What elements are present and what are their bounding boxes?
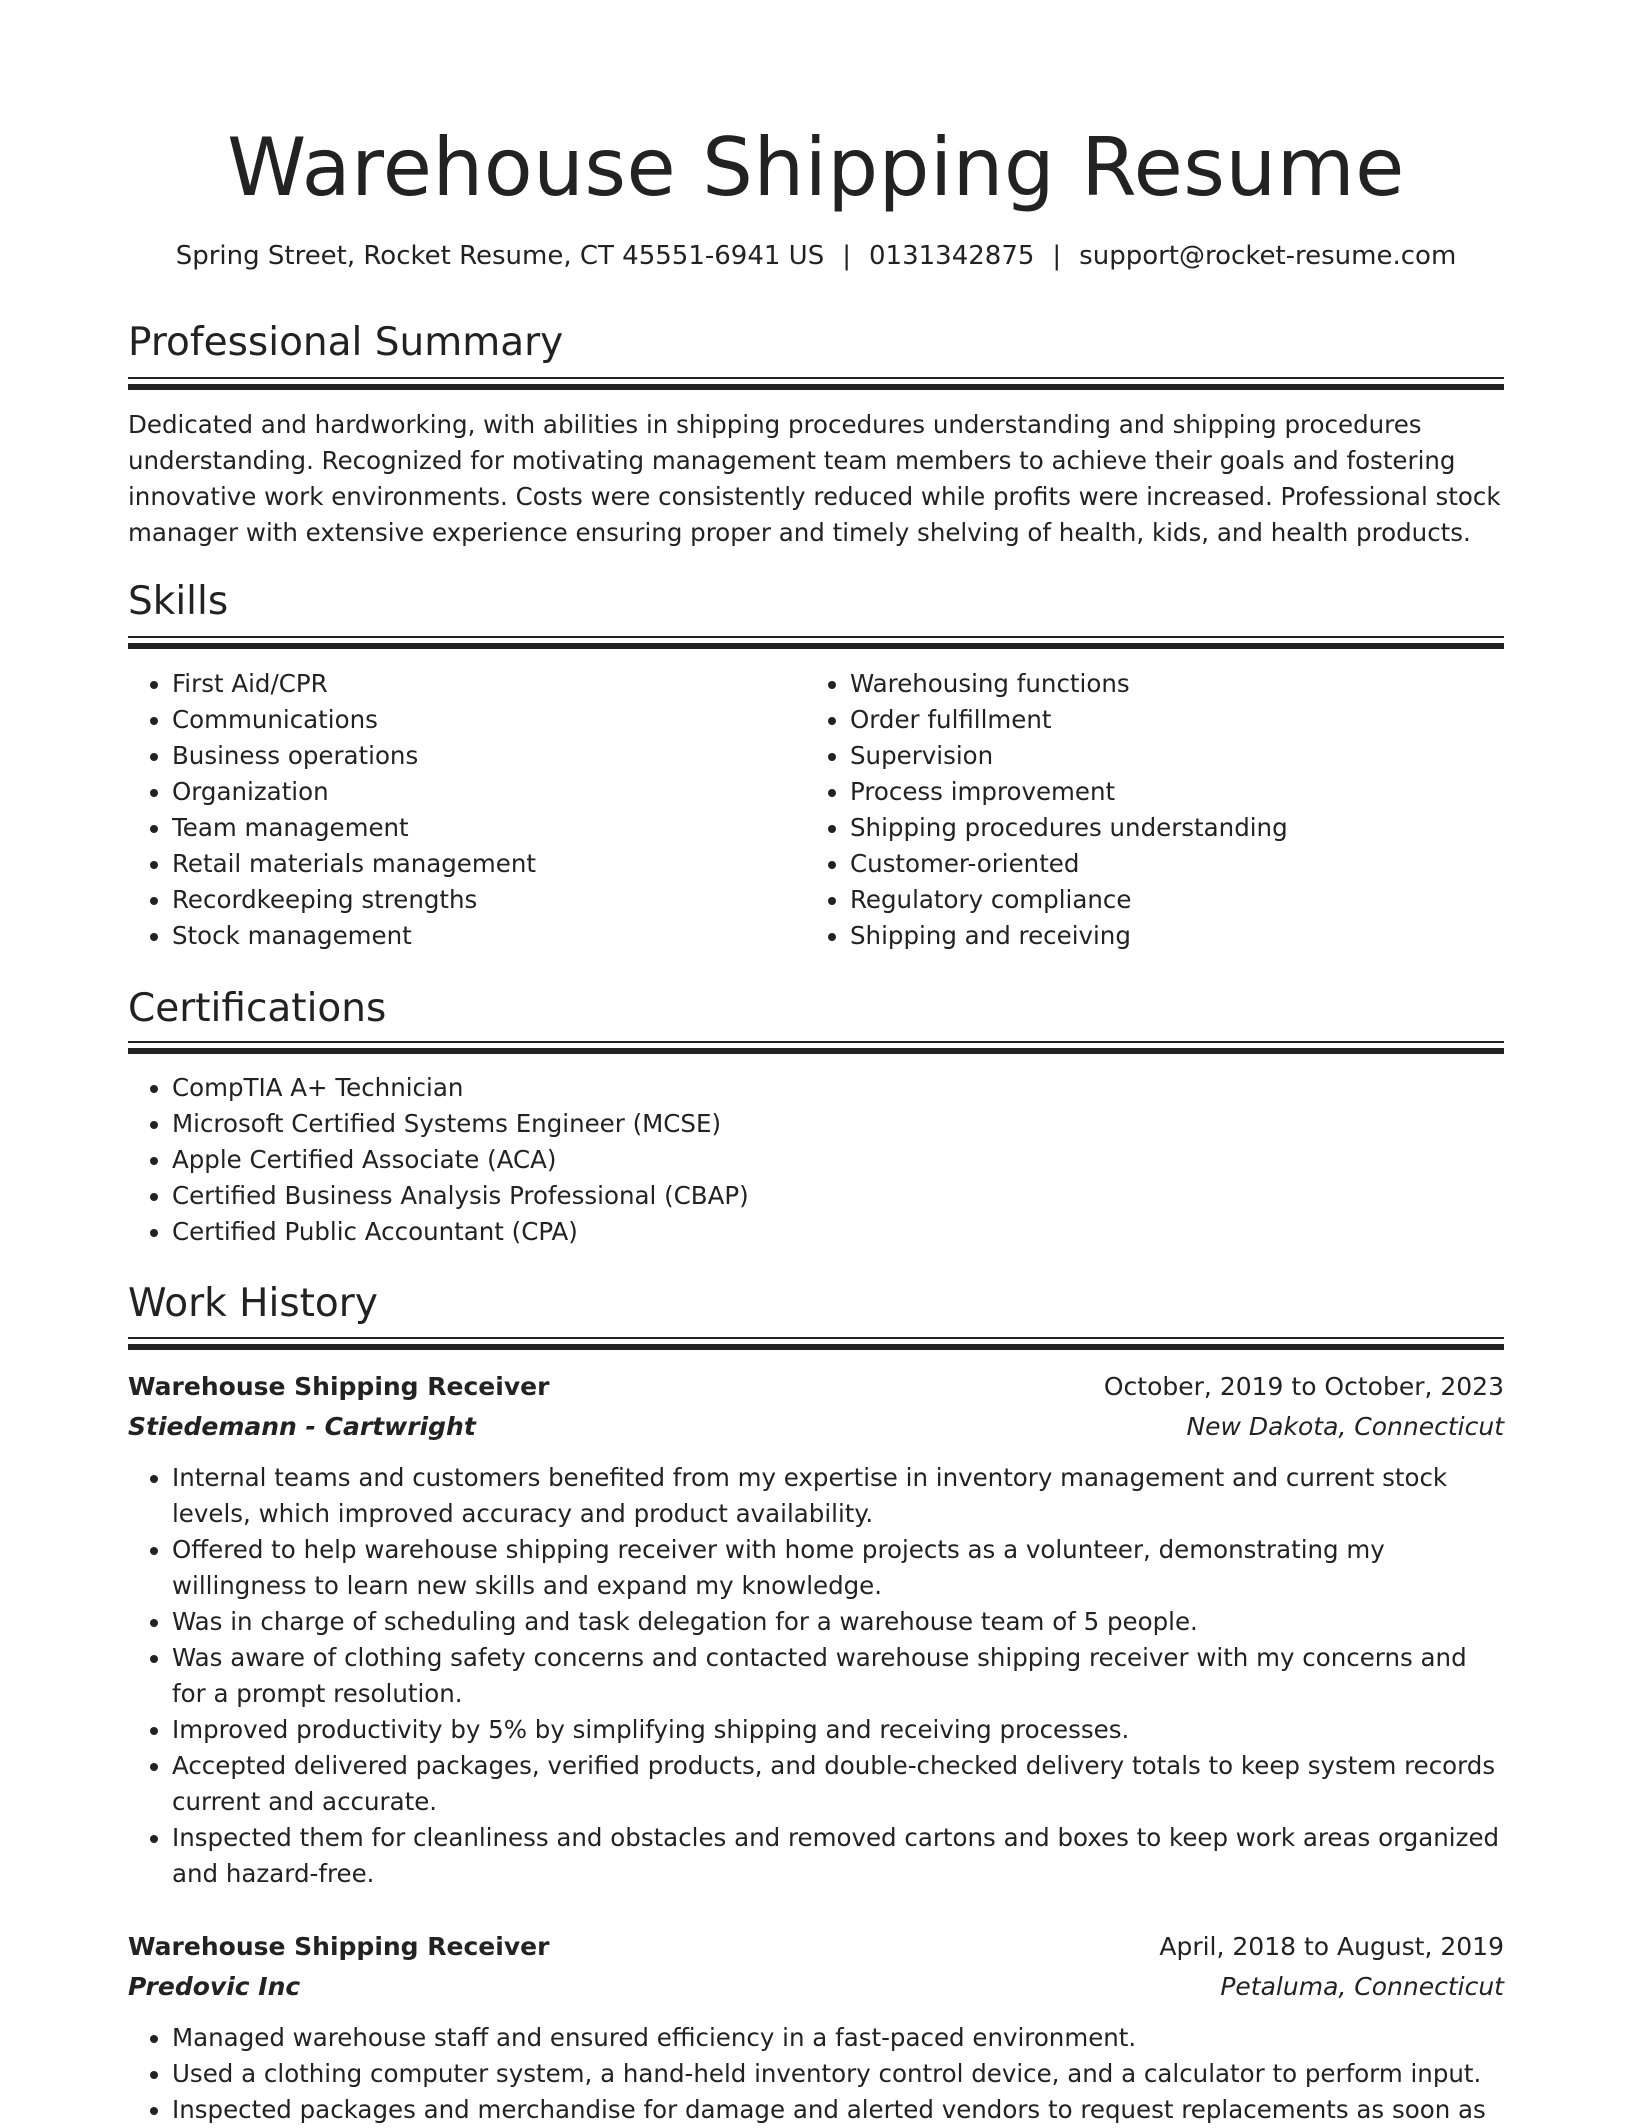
list-item: • Microsoft Certified Systems Engineer (MCSE) [172,1106,1472,1142]
section-divider [128,1041,1504,1055]
contact-separator: | [842,241,851,271]
list-item: • Improved productivity by 5% by simplifying shipping and receiving processes. [172,1712,1504,1748]
certifications-section-header [128,984,1504,1034]
skills-heading: Skills [128,579,229,624]
contact-separator: | [1052,241,1062,271]
list-item: • Certified Public Accountant (CPA) [172,1214,1472,1250]
list-item: • Shipping and receiving [850,918,1500,954]
list-item: • Was aware of clothing safety concerns and contacted warehouse shipping receiver with my concerns and for a prompt resolution. [172,1640,1504,1712]
list-item: • Team management [172,810,802,846]
list-item: • Managed warehouse staff and ensured efficiency in a fast-paced environment. [172,2020,1504,2056]
list-item: • Used a clothing computer system, a hand-held inventory control device, and a calculator to perform input. [172,2056,1504,2092]
list-item: • Communications [172,702,802,738]
work-section-header [128,1279,1504,1329]
contact-phone: 0131342875 [868,241,1035,271]
list-item: • Offered to help warehouse shipping receiver with home projects as a volunteer, demonstrating my willingness to learn new skills and expand my knowledge. [172,1532,1504,1604]
skills-list-right [806,666,1500,954]
list-item: • Business operations [172,738,802,774]
job-dates: October, 2019 to October, 2023 [1103,1372,1504,1401]
list-item: • Supervision [850,738,1500,774]
skills-list-left [128,666,802,954]
contact-email[interactable]: support@rocket-resume.com [1079,241,1457,271]
list-item: • Accepted delivered packages, verified products, and double-checked delivery totals to keep system records current and accurate. [172,1748,1504,1820]
list-item: • Was in charge of scheduling and task delegation for a warehouse team of 5 people. [172,1604,1504,1640]
list-item: • Organization [172,774,802,810]
resume-title: Warehouse Shipping Resume [227,121,1405,214]
job-location: New Dakota, Connecticut [1186,1412,1504,1441]
section-divider [128,636,1504,650]
list-item: • Regulatory compliance [850,882,1500,918]
list-item: • Warehousing functions [850,666,1500,702]
list-item: • Process improvement [850,774,1500,810]
certifications-heading: Certifications [128,986,387,1031]
list-item: • Inspected packages and merchandise for damage and alerted vendors to request replacements as soon as [172,2092,1504,2128]
job-dates: April, 2018 to August, 2019 [1159,1932,1504,1961]
section-divider [128,1337,1504,1351]
job-company: Stiedemann - Cartwright [128,1412,476,1441]
list-item: • Shipping procedures understanding [850,810,1500,846]
list-item: • First Aid/CPR [172,666,802,702]
job-company: Predovic Inc [128,1972,301,2001]
job-title: Warehouse Shipping Receiver [128,1372,550,1401]
work-heading: Work History [128,1281,378,1326]
contact-line [128,238,1504,274]
job-title: Warehouse Shipping Receiver [128,1932,550,1961]
contact-address: Spring Street, Rocket Resume, CT 45551-6941 US [175,241,825,271]
summary-section-header [128,318,1504,368]
skills-section-header [128,577,1504,627]
list-item: • Certified Business Analysis Professional (CBAP) [172,1178,1472,1214]
list-item: • CompTIA A+ Technician [172,1070,1472,1106]
list-item: • Apple Certified Associate (ACA) [172,1142,1472,1178]
job-location: Petaluma, Connecticut [1220,1972,1504,2001]
list-item: • Recordkeeping strengths [172,882,802,918]
list-item: • Customer-oriented [850,846,1500,882]
summary-heading: Professional Summary [128,320,564,365]
list-item: • Internal teams and customers benefited from my expertise in inventory management and current stock levels, which improved accuracy and product availability. [172,1460,1504,1532]
list-item: • Retail materials management [172,846,802,882]
job-bullets [128,1460,1504,1892]
summary-text: Dedicated and hardworking, with abilities in shipping procedures understanding and shipping procedures understanding. Recognized for motivating management team members to achieve their goals and fostering innovative work environments. Costs were consistently reduced while profits were increased. Professional stock manager with extensive experience ensuring proper and timely shelving of health, kids, and health products. [128,410,1501,547]
certifications-list [128,1070,1472,1250]
list-item: • Stock management [172,918,802,954]
section-divider [128,377,1504,391]
list-item: • Inspected them for cleanliness and obstacles and removed cartons and boxes to keep work areas organized and hazard-free. [172,1820,1504,1892]
list-item: • Order fulfillment [850,702,1500,738]
